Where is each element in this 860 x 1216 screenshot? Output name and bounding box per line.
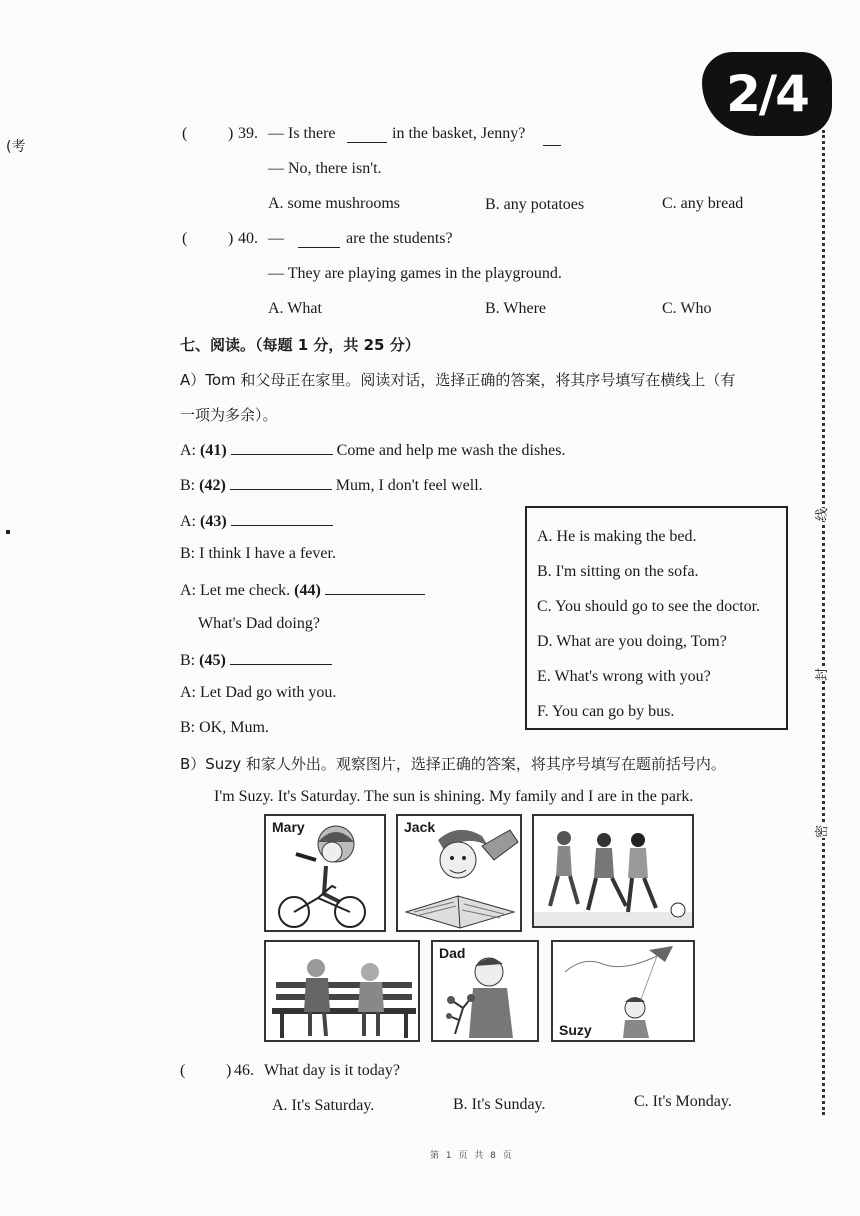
line-text: I think I have a fever. <box>199 545 336 562</box>
section-7-title: 七、阅读。（每题 1 分，共 25 分） <box>180 336 420 354</box>
option-c[interactable]: C. It's Monday. <box>634 1093 732 1110</box>
blank-number: (41) <box>200 442 227 459</box>
part-b-instruction: B）Suzy 和家人外出。观察图片，选择正确的答案，将其序号填写在题前括号内。 <box>180 755 726 773</box>
speaker: B: <box>180 477 196 494</box>
speaker: B: <box>180 652 196 669</box>
answer-blank-45[interactable] <box>230 650 332 665</box>
dialogue-line-ok <box>180 719 269 737</box>
speaker: B: <box>180 545 196 562</box>
option-a[interactable]: A. some mushrooms <box>268 195 400 212</box>
margin-label-mi: 密 <box>811 825 830 838</box>
blank-number: (42) <box>199 477 226 494</box>
line-text: Come and help me wash the dishes. <box>336 442 566 459</box>
option-b[interactable]: B. any potatoes <box>485 196 585 213</box>
question-stem: What day is it today? <box>264 1062 400 1079</box>
box-option-e: E. What's wrong with you? <box>537 668 711 685</box>
dialogue-line-42 <box>180 475 483 495</box>
dialogue-line-45 <box>180 650 332 670</box>
picture-label-mary: Mary <box>272 819 305 835</box>
picture-mary-cycling <box>264 814 386 932</box>
stray-line <box>543 131 561 146</box>
page-footer: 第 1 页 共 8 页 <box>430 1151 514 1161</box>
line-text: Let me check. <box>200 582 291 599</box>
binding-dotted-line <box>822 130 825 1115</box>
left-margin-mark: (考 <box>6 139 26 155</box>
speaker: A: <box>180 684 196 701</box>
answer-paren-close[interactable]: ) <box>226 1062 232 1079</box>
option-c[interactable]: C. any bread <box>662 195 744 212</box>
dialogue-line-41 <box>180 440 566 460</box>
margin-label-feng: 封 <box>811 668 830 681</box>
dialogue-line-let-dad <box>180 684 336 702</box>
dialogue-line-44 <box>180 580 425 600</box>
picture-label-jack: Jack <box>404 819 436 835</box>
dialogue-line-fever <box>180 545 336 563</box>
people-sitting-on-bench-illustration <box>266 942 420 1042</box>
box-option-c: C. You should go to see the doctor. <box>537 598 761 615</box>
blank-number: (45) <box>199 652 226 669</box>
answer-paren-close[interactable]: ) <box>228 230 234 247</box>
page-number-badge: 2/4 <box>702 52 832 136</box>
picture-dad-with-flowers <box>431 940 539 1042</box>
box-option-b: B. I'm sitting on the sofa. <box>537 563 699 580</box>
blank-number: (44) <box>294 582 321 599</box>
picture-grandparents-on-bench <box>264 940 420 1042</box>
option-b[interactable]: B. It's Sunday. <box>453 1096 546 1113</box>
picture-suzy-flying-kite <box>551 940 695 1042</box>
speaker: A: <box>180 582 196 599</box>
speaker: A: <box>180 442 196 459</box>
margin-label-xian: 线 <box>811 508 830 521</box>
answer-blank-43[interactable] <box>231 511 333 526</box>
line-text: OK, Mum. <box>199 719 269 736</box>
dialogue-line-43 <box>180 511 333 531</box>
speaker: A: <box>180 513 196 530</box>
answer-blank-41[interactable] <box>231 440 333 455</box>
box-option-d: D. What are you doing, Tom? <box>537 633 727 650</box>
option-a[interactable]: A. What <box>268 300 322 317</box>
dialogue-line-dad: What's Dad doing? <box>198 615 320 632</box>
box-option-a: A. He is making the bed. <box>537 528 697 545</box>
box-option-f: F. You can go by bus. <box>537 703 675 720</box>
question-stem-before: — Is there <box>268 125 336 142</box>
option-c[interactable]: C. Who <box>662 300 712 317</box>
answer-line: — They are playing games in the playground. <box>268 265 562 282</box>
fill-blank[interactable] <box>347 128 387 143</box>
picture-boys-playing-football <box>532 814 694 928</box>
blank-number: (43) <box>200 513 227 530</box>
option-box <box>525 506 788 730</box>
question-number: 40. <box>238 230 258 247</box>
line-text: Let Dad go with you. <box>200 684 337 701</box>
picture-label-dad: Dad <box>439 945 466 961</box>
stray-dot <box>6 530 10 534</box>
question-stem-before: — <box>268 230 284 247</box>
speaker: B: <box>180 719 196 736</box>
part-b-intro: I'm Suzy. It's Saturday. The sun is shining. My family and I are in the park. <box>214 788 694 805</box>
question-number: 46. <box>234 1062 254 1079</box>
line-text: Mum, I don't feel well. <box>335 477 483 494</box>
answer-blank-44[interactable] <box>325 580 425 595</box>
option-b[interactable]: B. Where <box>485 300 547 317</box>
answer-paren-open: ( <box>182 125 188 142</box>
answer-blank-42[interactable] <box>230 475 332 490</box>
part-a-instruction-line-1: A）Tom 和父母正在家里。阅读对话，选择正确的答案，将其序号填写在横线上（有 <box>180 371 736 389</box>
fill-blank[interactable] <box>298 233 340 248</box>
picture-jack-reading <box>396 814 522 932</box>
question-number: 39. <box>238 125 258 142</box>
picture-label-suzy: Suzy <box>559 1022 592 1038</box>
answer-line: — No, there isn't. <box>268 160 382 177</box>
option-a[interactable]: A. It's Saturday. <box>272 1097 375 1114</box>
three-boys-running-illustration <box>534 816 694 928</box>
question-stem-after: are the students? <box>346 230 453 247</box>
part-a-instruction-line-2: 一项为多余）。 <box>180 406 278 424</box>
answer-paren-open: ( <box>182 230 188 247</box>
answer-paren-open: ( <box>180 1062 186 1079</box>
answer-paren-close[interactable]: ) <box>228 125 234 142</box>
question-stem-after: in the basket, Jenny? <box>392 125 526 142</box>
